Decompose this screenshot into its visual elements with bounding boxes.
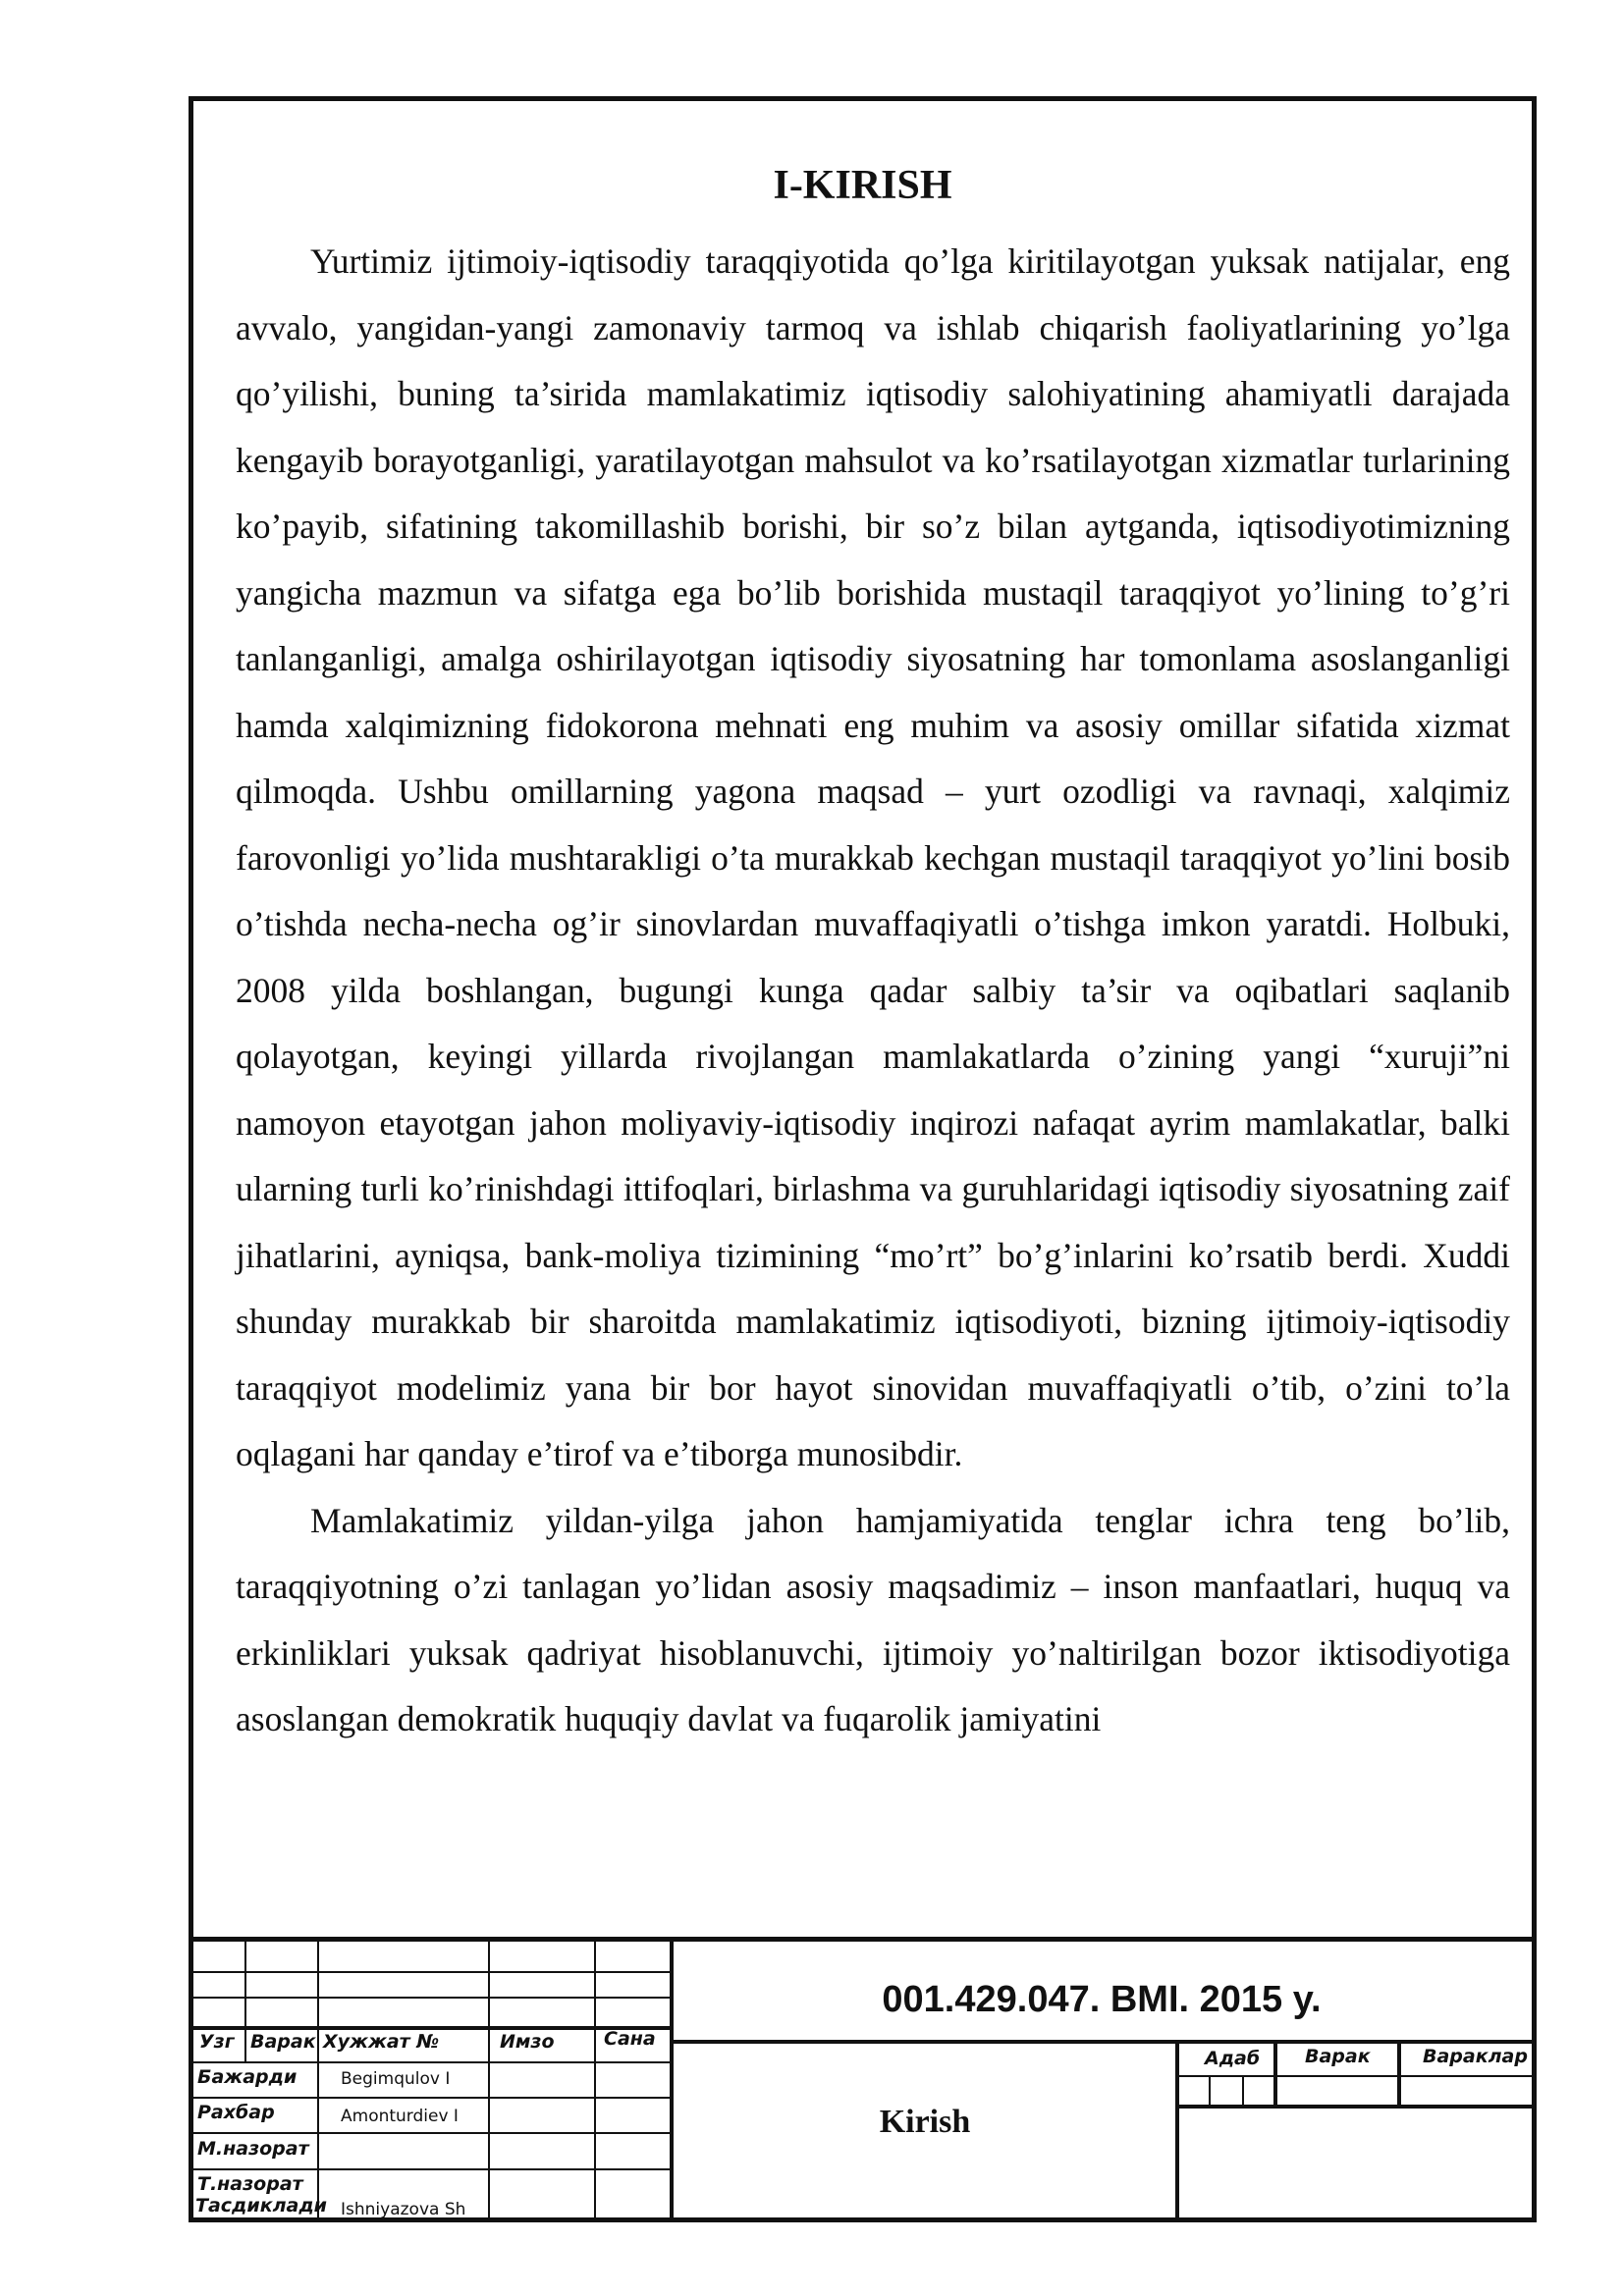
stamp-rule (1397, 2040, 1401, 2105)
label-sana: Сана (604, 2028, 656, 2050)
label-sheet: Варак (1305, 2046, 1371, 2067)
role-tasdikladi: Тасдиклади (195, 2195, 327, 2216)
stamp-rule (1242, 2075, 1244, 2105)
stamp-rule (193, 2061, 670, 2063)
label-sheets: Вараклар (1423, 2046, 1528, 2067)
label-adab: Адаб (1205, 2048, 1261, 2069)
stamp-rule (193, 2168, 670, 2170)
label-imzo: Имзо (500, 2031, 555, 2053)
stamp-rule (1175, 2105, 1532, 2109)
name-bajardi: Begimqulov I (341, 2069, 451, 2089)
label-varak: Варак (250, 2031, 316, 2053)
stamp-rule (594, 1942, 596, 2217)
name-tasdikladi: Ishniyazova Sh (341, 2200, 466, 2219)
stamp-rule (1175, 2040, 1179, 2217)
stamp-rule (1175, 2075, 1532, 2077)
stamp-rule (193, 2026, 670, 2030)
role-m-nazorat: М.назорат (197, 2138, 309, 2160)
paragraph-2: Mamlakatimiz yildan-yilga jahon hamjamiyatida tenglar ichra teng bo’lib, taraqqiyotning o’zi tanlagan yo’lidan asosiy maqsadimiz – inson manfaatlari, huquq va erkinliklari yuksak qadriyat hisoblanuvchi, ijtimoiy yo’naltirilgan bozor iktisodiyotiga asoslangan demokratik huquqiy davlat va fuqarolik jamiyatini (236, 1500, 1510, 1738)
stamp-rule (193, 1997, 670, 1999)
label-hujjat-no: Хужжат № (323, 2031, 440, 2053)
name-rahbar: Amonturdiev I (341, 2107, 459, 2126)
page-frame (189, 96, 1537, 2222)
stamp-rule (670, 1942, 674, 2217)
stamp-rule (317, 1942, 319, 2217)
stamp-rule (670, 2040, 1532, 2044)
stamp-rule (1273, 2040, 1277, 2105)
label-uzg: Узг (199, 2031, 235, 2053)
role-rahbar: Рахбар (197, 2102, 275, 2123)
stamp-rule (244, 1942, 246, 2061)
page-title: I-KIRISH (773, 163, 952, 208)
stamp-rule (193, 2132, 670, 2134)
stamp-rule (193, 2097, 670, 2099)
role-t-nazorat: Т.назорат (197, 2173, 303, 2195)
paragraph-1: Yurtimiz ijtimoiy-iqtisodiy taraqqiyotida qo’lga kiritilayotgan yuksak natijalar, eng avvalo, yangidan-yangi zamonaviy tarmoq va ishlab chiqarish faoliyatlarining yo’lga qo’yilishi, buning ta’sirida mamlakatimiz iqtisodiy salohiyatining ahamiyatli darajada kengayib borayotganligi, yaratilayotgan mahsulot va ko’rsatilayotgan xizmatlar turlarining ko’payib, sifatining takomillashib borishi, bir so’z bilan aytganda, iqtisodiyotimizning yangicha mazmun va sifatga ega bo’lib borishida mustaqil taraqqiyot yo’lining to’g’ri tanlanganligi, amalga oshirilayotgan iqtisodiy siyosatning har tomonlama asoslanganligi hamda xalqimizning fidokorona mehnati eng muhim va asosiy omillar sifatida xizmat qilmoqda. Ushbu omillarning yagona maqsad – yurt ozodligi va ravnaqi, xalqimiz farovonligi yo’lida mushtarakligi o’ta murakkab kechgan mustaqil taraqqiyot yo’lini bosib o’tishda necha-necha og’ir sinovlardan muvaffaqiyatli o’tishga imkon yaratdi. Holbuki, 2008 yilda boshlangan, bugungi kunga qadar salbiy ta’sir va oqibatlari saqlanib qolayotgan, keyingi yillarda rivojlangan mamlakatlarda o’zining yangi “xuruji”ni namoyon etayotgan jahon moliyaviy-iqtisodiy inqirozi nafaqat ayrim mamlakatlar, balki ularning turli ko’rinishdagi ittifoqlari, birlashma va guruhlaridagi iqtisodiy siyosatning zaif jihatlarini, ayniqsa, bank-moliya tizimining “mo’rt” bo’g’inlarini ko’rsatib berdi. Xuddi shunday murakkab bir sharoitda mamlakatimiz iqtisodiyoti, bizning ijtimoiy-iqtisodiy taraqqiyot modelimiz yana bir bor hayot sinovidan muvaffaqiyatli o’tib, o’zini to’la oqlagani har qanday e’tirof va e’tiborga munosibdir. (236, 241, 1510, 1473)
role-bajardi: Бажарди (197, 2066, 298, 2088)
body-text (236, 229, 1510, 1753)
title-block (193, 1937, 1532, 2217)
section-title: Kirish (879, 2104, 971, 2140)
stamp-rule (488, 1942, 490, 2217)
document-code: 001.429.047. BMI. 2015 y. (882, 1979, 1322, 2020)
stamp-rule (193, 1971, 670, 1973)
stamp-rule (1209, 2075, 1211, 2105)
